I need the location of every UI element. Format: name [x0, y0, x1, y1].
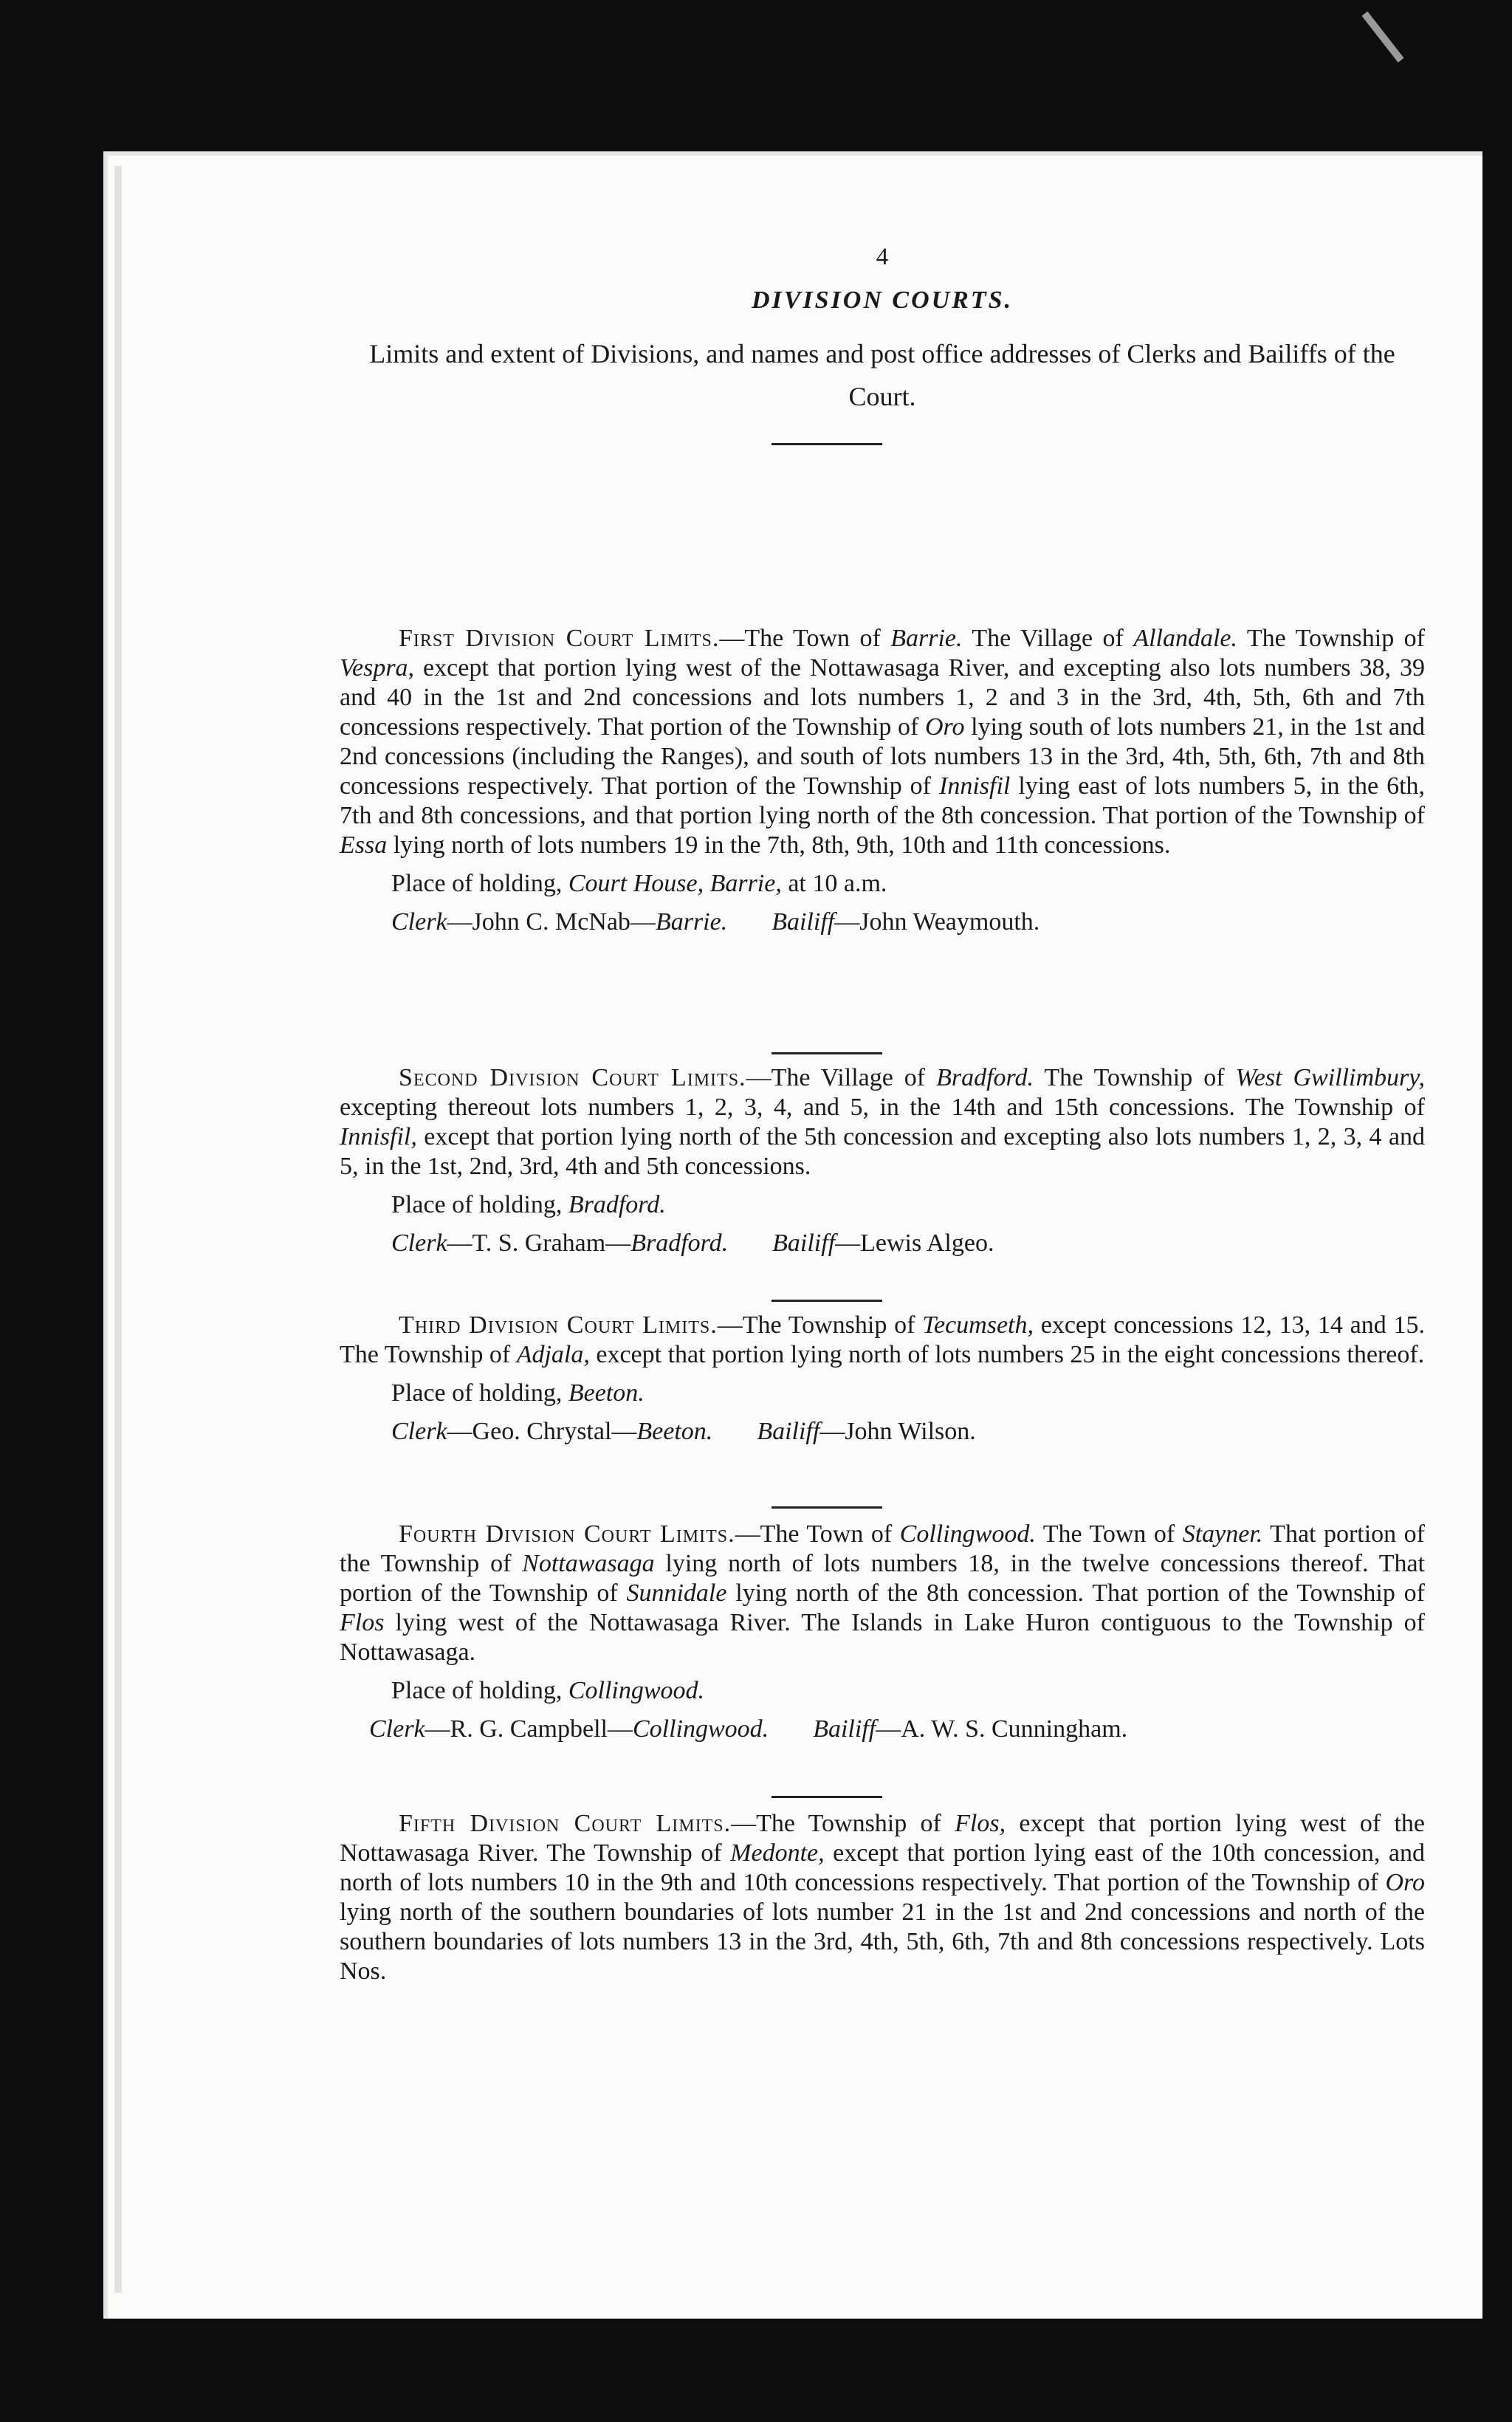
clerk-bailiff-line: Clerk—R. G. Campbell—Collingwood. Bailiff—A. W. S. Cunningham. — [369, 1715, 1128, 1743]
page-heading: DIVISION COURTS. — [751, 287, 1014, 314]
section-rule — [772, 1052, 882, 1054]
division-body: Third Division Court Limits.—The Township of Tecumseth, except concessions 12, 13, 14 and 15. The Township of Adjala, except that portion lying north of lots numbers 25 in the eight concessions thereof. — [340, 1311, 1425, 1368]
section-rule — [772, 1796, 882, 1798]
clerk-bailiff-line: Clerk—T. S. Graham—Bradford. Bailiff—Lewis Algeo. — [391, 1229, 994, 1257]
clerk-bailiff-line: Clerk—Geo. Chrystal—Beeton. Bailiff—John Wilson. — [391, 1418, 976, 1445]
place-of-holding: Place of holding, Court House, Barrie, at 10 a.m. — [391, 870, 887, 897]
page-number: 4 — [876, 244, 889, 270]
division-lead: Second Division Court Limits. — [399, 1064, 746, 1091]
division-lead: Fifth Division Court Limits. — [399, 1810, 732, 1837]
division-section-4 — [340, 1520, 1425, 1744]
division-lead: Fourth Division Court Limits. — [399, 1520, 735, 1548]
intro-text: Limits and extent of Divisions, and names and post office addresses of Clerks and Bailiffs of the Court. — [369, 339, 1395, 411]
division-section-5 — [340, 1809, 1425, 1986]
place-of-holding: Place of holding, Beeton. — [391, 1379, 645, 1407]
clerk-bailiff-line: Clerk—John C. McNab—Barrie. Bailiff—John Weaymouth. — [391, 908, 1040, 936]
place-of-holding: Place of holding, Collingwood. — [391, 1677, 705, 1704]
division-lead: First Division Court Limits. — [399, 625, 720, 652]
place-of-holding: Place of holding, Bradford. — [391, 1191, 666, 1218]
division-body: Fifth Division Court Limits.—The Township of Flos, except that portion lying west of the Nottawasaga River. The Township of Medonte, except that portion lying east of the 10th concession, and north of lots numbers 10 in the 9th and 10th concessions respectively. That portion of the Township of Oro lying north of the southern boundaries of lots number 21 in the 1st and 2nd concessions and north of the southern boundaries of lots numbers 13 in the 3rd, 4th, 5th, 6th, 7th and 8th concessions respectively. Lots Nos. — [340, 1810, 1425, 1985]
page-edge-shadow — [114, 166, 122, 2293]
division-body: Second Division Court Limits.—The Village of Bradford. The Township of West Gwillimbury, excepting thereout lots numbers 1, 2, 3, 4, and 5, in the 14th and 15th concessions. The Township of Innisfil, except that portion lying north of the 5th concession and excepting also lots numbers 1, 2, 3, 4 and 5, in the 1st, 2nd, 3rd, 4th and 5th concessions. — [340, 1064, 1425, 1180]
heading-rule — [772, 443, 882, 445]
section-rule — [772, 1506, 882, 1509]
division-lead: Third Division Court Limits. — [399, 1311, 718, 1339]
division-section-1 — [340, 624, 1425, 937]
division-body: First Division Court Limits.—The Town of Barrie. The Village of Allandale. The Township of Vespra, except that portion lying west of the Nottawasaga River, and excepting also lots numbers 38, 39 and 40 in the 1st and 2nd concessions and lots numbers 1, 2 and 3 in the 3rd, 4th, 5th, 6th and 7th concessions respectively. That portion of the Township of Oro lying south of lots numbers 21, in the 1st and 2nd concessions (including the Ranges), and south of lots numbers 13 in the 3rd, 4th, 5th, 6th, 7th and 8th concessions respectively. That portion of the Township of Innisfil lying east of lots numbers 5, in the 6th, 7th and 8th concessions, and that portion lying north of the 8th concession. That portion of the Township of Essa lying north of lots numbers 19 in the 7th, 8th, 9th, 10th and 11th concessions. — [340, 625, 1426, 859]
corner-mark — [1361, 11, 1403, 62]
division-section-3 — [340, 1311, 1425, 1447]
section-rule — [772, 1300, 882, 1302]
division-body: Fourth Division Court Limits.—The Town of Collingwood. The Town of Stayner. That portion of the Township of Nottawasaga lying north of lots numbers 18, in the twelve concessions thereof. That portion of the Township of Sunnidale lying north of the 8th concession. That portion of the Township of Flos lying west of the Nottawasaga River. The Islands in Lake Huron contiguous to the Township of Nottawasaga. — [340, 1520, 1426, 1666]
division-section-2 — [340, 1063, 1425, 1258]
